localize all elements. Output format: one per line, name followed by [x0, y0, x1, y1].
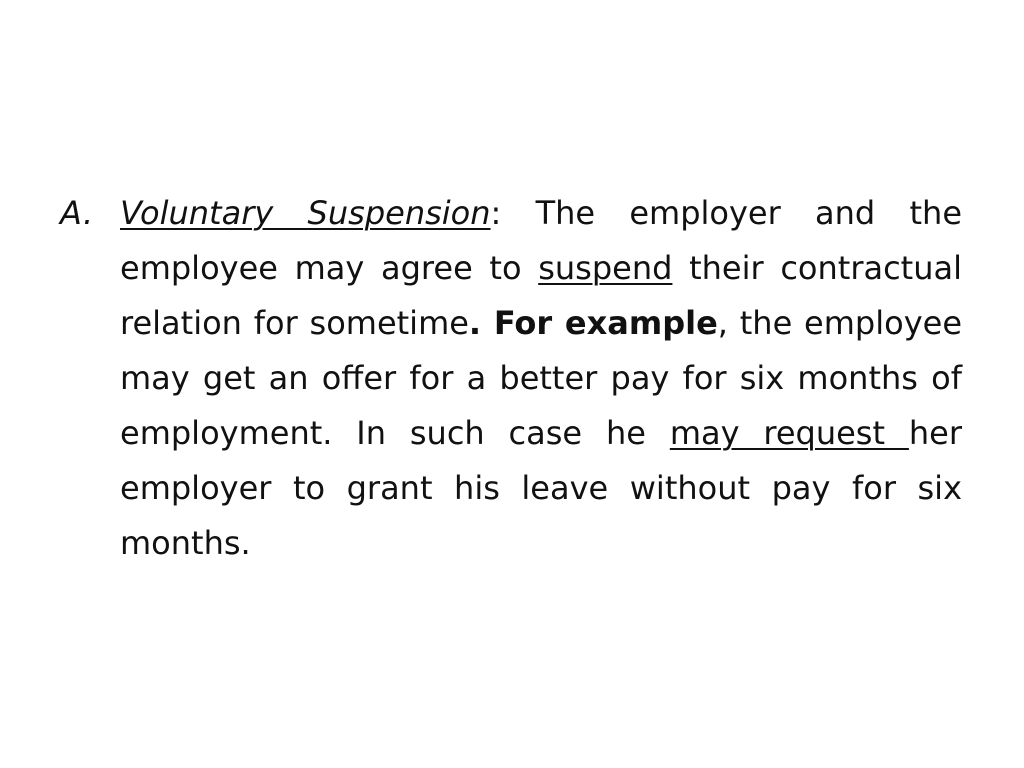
bold-for-example: For example	[481, 304, 718, 342]
underlined-may-request: may request	[669, 414, 909, 452]
text-segment-4: her employer to grant his leave without pay for six months.	[120, 414, 963, 562]
text-segment-2: their contractual relation for sometime	[120, 249, 962, 342]
text-segment-3: , the employee may get an offer for a better pay for six months of employment. In such case he	[120, 304, 962, 452]
term-voluntary-suspension: Voluntary Suspension	[120, 194, 491, 232]
colon: :	[490, 194, 502, 232]
paragraph	[120, 186, 962, 571]
bold-period: .	[468, 304, 482, 342]
underlined-suspend: suspend	[538, 249, 673, 287]
list-item-a	[60, 186, 964, 571]
text-segment-1: The employer and the employee may agree to	[120, 194, 963, 287]
list-marker: A.	[60, 194, 94, 232]
